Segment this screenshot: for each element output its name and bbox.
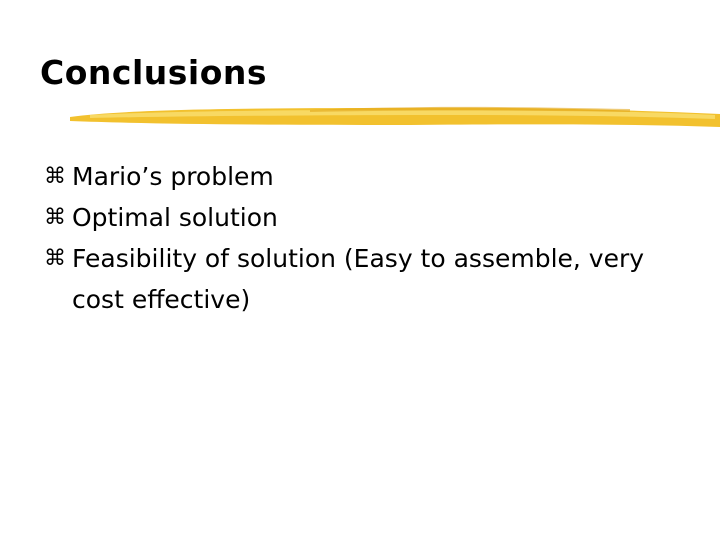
title-underline-brushstroke [70,100,720,130]
bullet-text: Mario’s problem [72,162,274,191]
bullet-text: Feasibility of solution (Easy to assemble, very cost effective) [72,244,645,314]
bullet-item [44,197,684,238]
bullet-text: Optimal solution [72,203,278,232]
command-bullet-icon: ⌘ [44,246,66,271]
bullet-item [44,156,684,197]
bullet-list [44,156,684,320]
command-bullet-icon: ⌘ [44,205,66,230]
bullet-item [44,238,684,320]
command-bullet-icon: ⌘ [44,164,66,189]
slide-title: Conclusions [40,53,268,92]
